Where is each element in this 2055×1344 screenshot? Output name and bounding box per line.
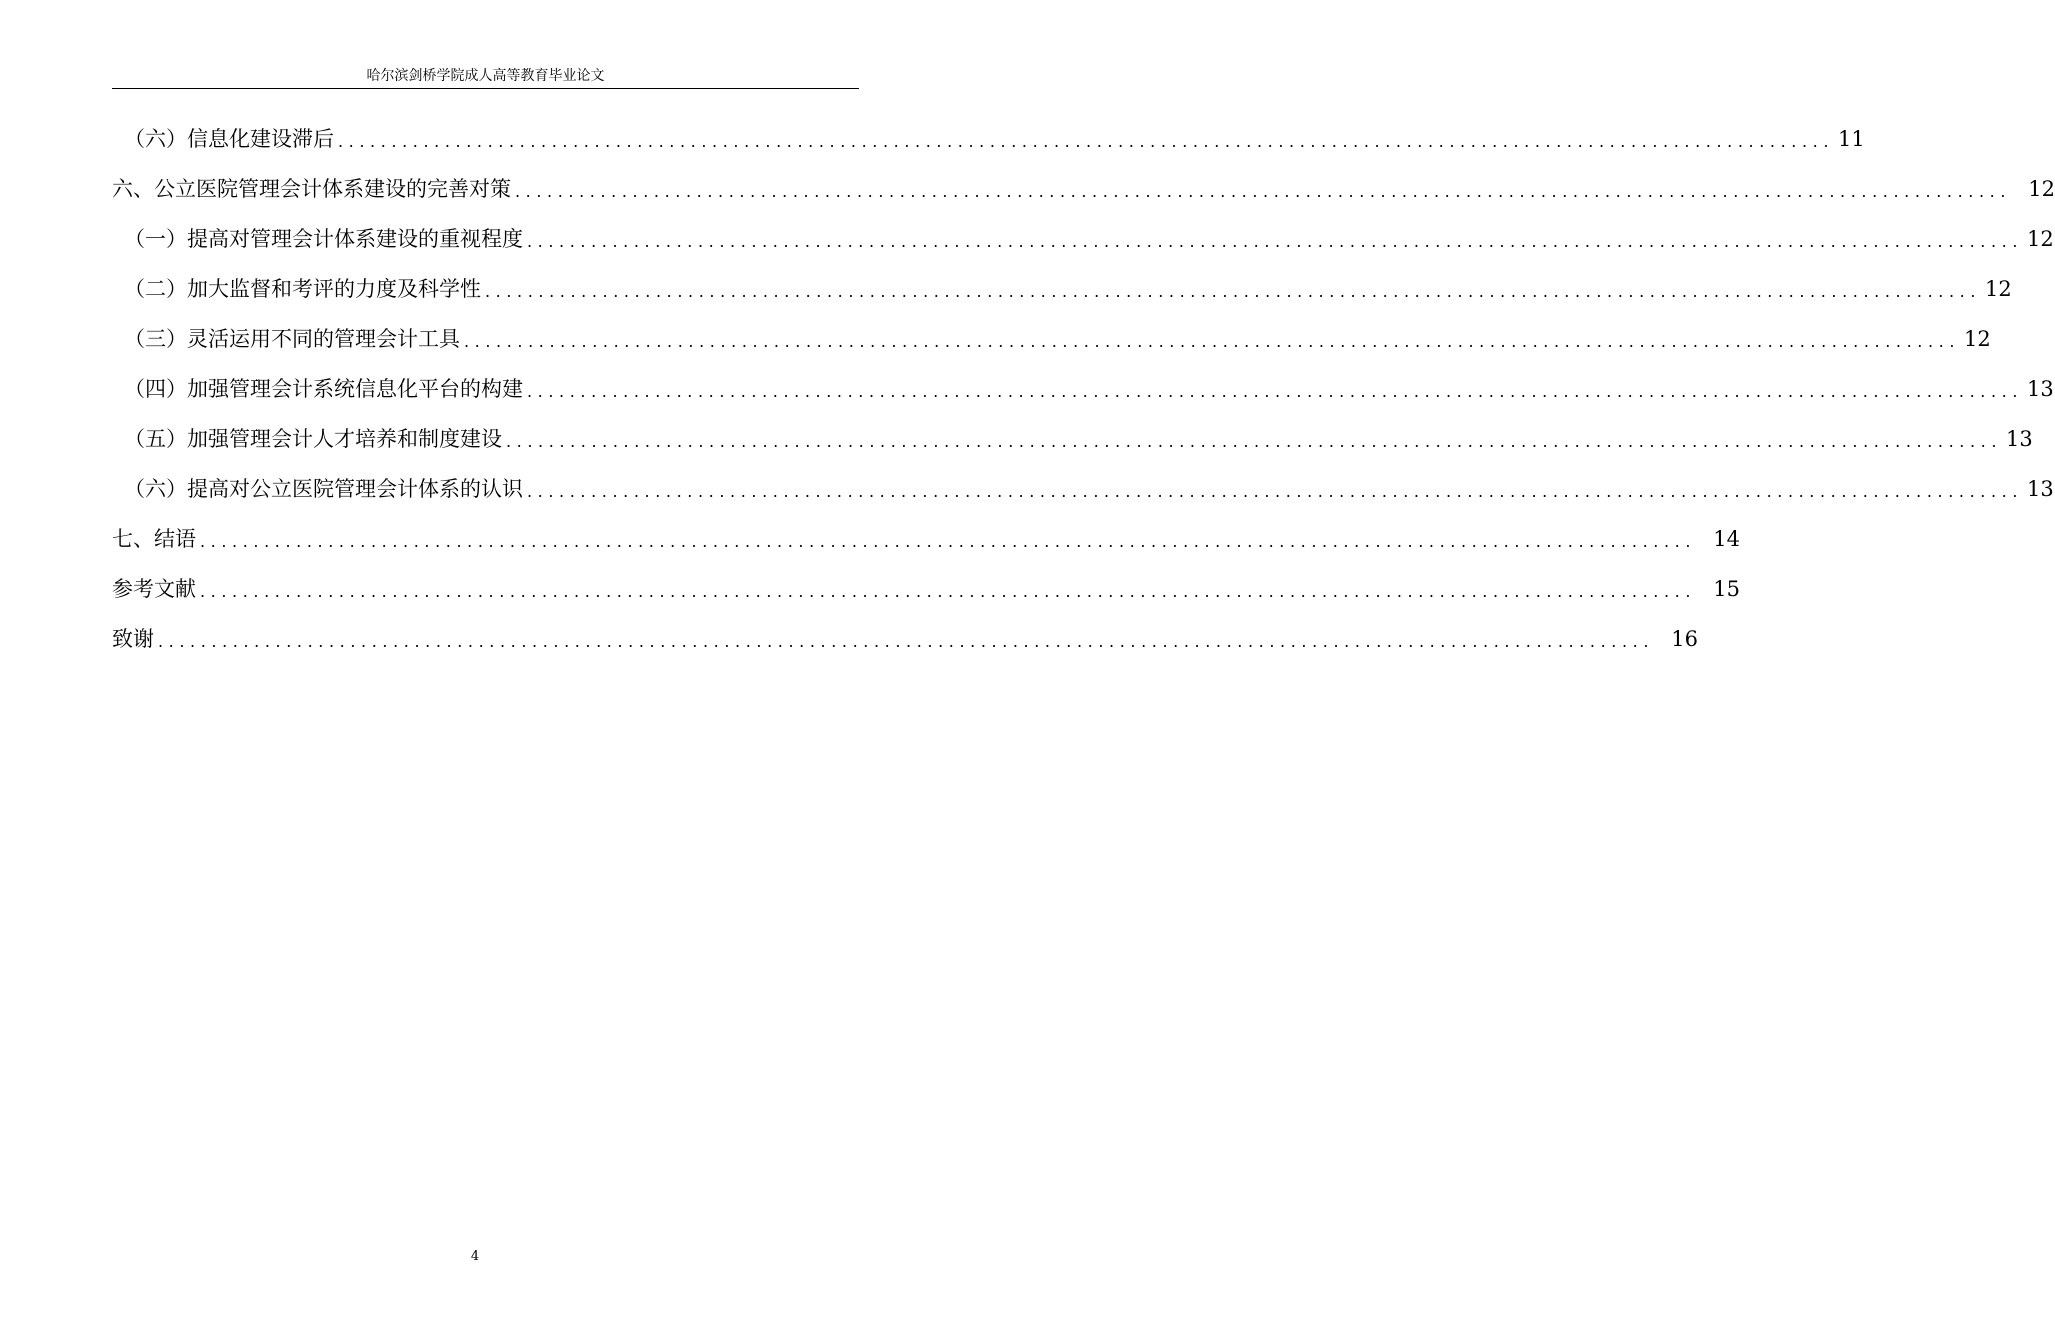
toc-leader-dots: ............................................................................................................................................ [464,332,1961,351]
toc-entry-title: （六）提高对公立医院管理会计体系的认识 [124,477,523,501]
toc-entry-title: 致谢 [112,627,154,651]
toc-leader-dots: ............................................................................................................................................ [527,232,2024,251]
toc-entry[interactable] [112,314,1991,364]
page-number: 4 [470,1249,480,1264]
toc-entry-title: （一）提高对管理会计体系建设的重视程度 [124,227,523,251]
toc-entry-page: 12 [1985,277,2012,301]
toc-entry[interactable] [112,264,2012,314]
toc-entry-title: 参考文献 [112,577,196,601]
toc-leader-dots: ............................................................................................................................................ [158,632,1655,651]
toc-entry-title: 六、公立医院管理会计体系建设的完善对策 [112,177,511,201]
toc-entry-title: 七、结语 [112,527,196,551]
toc-leader-dots: ............................................................................................................................................ [200,582,1697,601]
running-header: 哈尔滨剑桥学院成人高等教育毕业论文 [366,68,605,84]
toc-entry-title: （二）加大监督和考评的力度及科学性 [124,277,481,301]
toc-entry-title: （四）加强管理会计系统信息化平台的构建 [124,377,523,401]
toc-entry-title: （六）信息化建设滞后 [124,127,334,151]
toc-entry-page: 15 [1713,577,1741,601]
toc-leader-dots: ............................................................................................................................................ [527,382,2024,401]
toc-leader-dots: ............................................................................................................................................ [485,282,1982,301]
toc-leader-dots: ............................................................................................................................................ [338,132,1835,151]
toc-entry[interactable] [112,164,2055,214]
toc-entry-page: 16 [1671,627,1699,651]
toc-entry[interactable] [112,514,1741,564]
table-of-contents [112,114,2055,664]
toc-entry[interactable] [112,214,2054,264]
toc-entry-page: 11 [1838,127,1865,151]
toc-entry-page: 12 [2027,227,2054,251]
toc-entry[interactable] [112,464,2054,514]
toc-entry[interactable] [112,614,1699,664]
toc-entry-page: 13 [2027,477,2054,501]
header-rule [112,88,859,89]
toc-entry[interactable] [112,564,1741,614]
toc-leader-dots: ............................................................................................................................................ [527,482,2024,501]
toc-entry-title: （三）灵活运用不同的管理会计工具 [124,327,460,351]
toc-entry-page: 12 [1964,327,1991,351]
toc-entry-page: 13 [2006,427,2033,451]
toc-entry[interactable] [112,114,1865,164]
toc-leader-dots: ............................................................................................................................................ [200,532,1697,551]
toc-entry[interactable] [112,364,2054,414]
toc-entry[interactable] [112,414,2033,464]
toc-entry-page: 13 [2027,377,2054,401]
toc-entry-page: 12 [2028,177,2055,201]
toc-leader-dots: ............................................................................................................................................ [515,182,2012,201]
toc-entry-title: （五）加强管理会计人才培养和制度建设 [124,427,502,451]
toc-leader-dots: ............................................................................................................................................ [506,432,2003,451]
toc-entry-page: 14 [1713,527,1741,551]
